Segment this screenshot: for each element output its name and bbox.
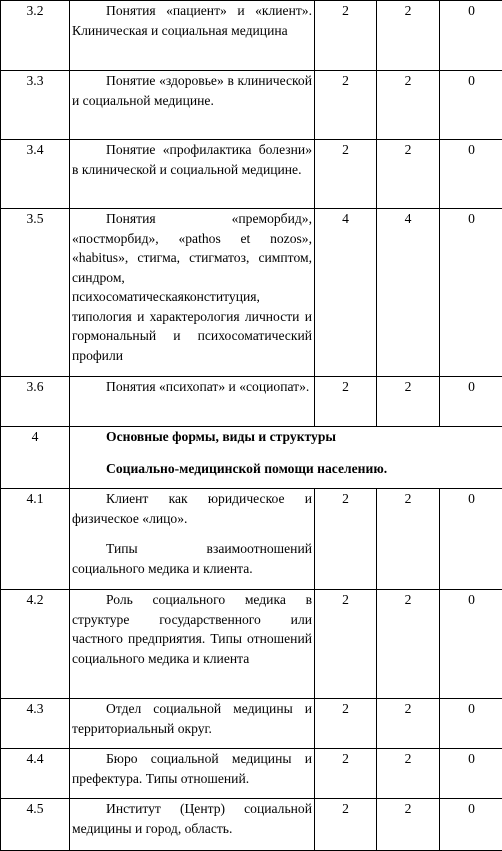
hours-practice: 0	[440, 377, 502, 397]
hours-practice-cell	[440, 140, 502, 209]
topic-title	[70, 140, 314, 179]
hours-total-cell	[315, 140, 377, 209]
topic-number-cell	[1, 71, 70, 140]
hours-total: 2	[315, 590, 376, 610]
topic-title	[70, 590, 314, 668]
topic-title	[70, 489, 314, 578]
hours-lecture: 2	[377, 749, 439, 769]
topic-number: 4.3	[1, 699, 69, 719]
hours-practice: 0	[440, 1, 502, 21]
topic-number: 3.5	[1, 209, 69, 229]
section-number: 4	[1, 427, 69, 447]
hours-lecture-cell	[377, 140, 440, 209]
section-header-row	[1, 427, 502, 489]
hours-lecture-cell	[377, 71, 440, 140]
topic-title-text: Понятия «психопат» и «социопат».	[72, 377, 312, 397]
topic-title-text: Понятие «профилактика болезни» в клинической и социальной медицине.	[72, 140, 312, 179]
topic-number-cell	[1, 140, 70, 209]
hours-lecture: 2	[377, 140, 439, 160]
hours-lecture-cell	[377, 377, 440, 427]
table-row	[1, 140, 502, 209]
table-row	[1, 1, 502, 71]
topic-title-text: Клиент как юридическое и физическое «лицо».	[72, 489, 312, 528]
topic-number-cell	[1, 209, 70, 377]
topic-title-text: Понятия «преморбид», «постморбид», «pathos et nozos», «habitus», стигма, стигматоз, симптом, синдром, психосоматическаяконституция, типология и характерология личности и гормональный и психосоматический профили	[72, 209, 312, 365]
table-row	[1, 799, 502, 851]
topic-title-cell	[70, 799, 315, 851]
hours-total: 2	[315, 699, 376, 719]
hours-practice-cell	[440, 799, 502, 851]
hours-total-cell	[315, 377, 377, 427]
topic-title-cell	[70, 1, 315, 71]
topic-number-cell	[1, 590, 70, 699]
hours-lecture: 2	[377, 377, 439, 397]
hours-total-cell	[315, 799, 377, 851]
hours-practice-cell	[440, 377, 502, 427]
topic-number-cell	[1, 749, 70, 799]
hours-total-cell	[315, 749, 377, 799]
section-title-cell	[70, 427, 502, 489]
table-row	[1, 377, 502, 427]
topic-number-cell	[1, 1, 70, 71]
topic-number: 3.4	[1, 140, 69, 160]
table-row	[1, 749, 502, 799]
hours-lecture: 2	[377, 71, 439, 91]
hours-total: 2	[315, 140, 376, 160]
topic-title-cell	[70, 699, 315, 749]
hours-practice-cell	[440, 489, 502, 590]
topic-title-cell	[70, 209, 315, 377]
hours-lecture-cell	[377, 209, 440, 377]
hours-total-cell	[315, 71, 377, 140]
hours-total-cell	[315, 699, 377, 749]
hours-practice: 0	[440, 489, 502, 509]
section-number-cell	[1, 427, 70, 489]
topic-title-cell	[70, 590, 315, 699]
topic-title-text: Понятия «пациент» и «клиент». Клиническая и социальная медицина	[72, 1, 312, 40]
hours-total: 2	[315, 489, 376, 509]
hours-practice: 0	[440, 699, 502, 719]
topic-title	[70, 1, 314, 40]
hours-lecture: 2	[377, 1, 439, 21]
topic-title-cell	[70, 377, 315, 427]
topic-number: 3.2	[1, 1, 69, 21]
hours-lecture: 4	[377, 209, 439, 229]
topic-title-text: Бюро социальной медицины и префектура. Типы отношений.	[72, 749, 312, 788]
hours-lecture-cell	[377, 1, 440, 71]
hours-practice-cell	[440, 590, 502, 699]
hours-lecture: 2	[377, 590, 439, 610]
hours-practice-cell	[440, 71, 502, 140]
hours-practice-cell	[440, 749, 502, 799]
section-title-line1: Основные формы, виды и структуры	[106, 427, 502, 447]
topic-title	[70, 699, 314, 738]
hours-total-cell	[315, 209, 377, 377]
table-row	[1, 71, 502, 140]
hours-practice: 0	[440, 209, 502, 229]
hours-practice-cell	[440, 699, 502, 749]
hours-total-cell	[315, 1, 377, 71]
table-row	[1, 489, 502, 590]
hours-total-cell	[315, 489, 377, 590]
topic-title	[70, 377, 314, 397]
hours-total-cell	[315, 590, 377, 699]
topic-number-cell	[1, 699, 70, 749]
topic-title-cell	[70, 489, 315, 590]
topic-title	[70, 209, 314, 365]
hours-practice: 0	[440, 799, 502, 819]
table-row	[1, 209, 502, 377]
topic-title-text: Отдел социальной медицины и территориальный округ.	[72, 699, 312, 738]
topic-number-cell	[1, 799, 70, 851]
hours-lecture: 2	[377, 799, 439, 819]
topic-title	[70, 749, 314, 788]
hours-lecture: 2	[377, 489, 439, 509]
topic-number: 4.2	[1, 590, 69, 610]
hours-lecture-cell	[377, 699, 440, 749]
topic-number: 4.4	[1, 749, 69, 769]
hours-practice: 0	[440, 590, 502, 610]
topic-title-cell	[70, 71, 315, 140]
topic-number: 3.6	[1, 377, 69, 397]
hours-practice-cell	[440, 1, 502, 71]
topic-title	[70, 799, 314, 838]
hours-total: 2	[315, 377, 376, 397]
hours-lecture: 2	[377, 699, 439, 719]
section-title-line2: Социально-медицинской помощи населению.	[106, 459, 502, 479]
hours-lecture-cell	[377, 749, 440, 799]
hours-practice: 0	[440, 749, 502, 769]
hours-total: 2	[315, 71, 376, 91]
topic-title-text: Типы взаимоотношений социального медика и клиента.	[72, 539, 312, 578]
curriculum-table-body	[1, 1, 502, 851]
hours-total: 2	[315, 1, 376, 21]
hours-lecture-cell	[377, 799, 440, 851]
hours-lecture-cell	[377, 489, 440, 590]
topic-number: 3.3	[1, 71, 69, 91]
topic-number-cell	[1, 377, 70, 427]
topic-title-text: Роль социального медика в структуре государственного или частного предприятия. Типы отношений социального медика и клиента	[72, 590, 312, 668]
hours-total: 2	[315, 749, 376, 769]
hours-total: 2	[315, 799, 376, 819]
topic-title-cell	[70, 140, 315, 209]
hours-practice: 0	[440, 140, 502, 160]
topic-number: 4.1	[1, 489, 69, 509]
topic-title-text: Институт (Центр) социальной медицины и город, область.	[72, 799, 312, 838]
hours-practice-cell	[440, 209, 502, 377]
topic-number-cell	[1, 489, 70, 590]
hours-total: 4	[315, 209, 376, 229]
topic-number: 4.5	[1, 799, 69, 819]
topic-title-text: Понятие «здоровье» в клинической и социальной медицине.	[72, 71, 312, 110]
topic-title	[70, 71, 314, 110]
topic-title-cell	[70, 749, 315, 799]
hours-practice: 0	[440, 71, 502, 91]
hours-lecture-cell	[377, 590, 440, 699]
table-row	[1, 590, 502, 699]
table-row	[1, 699, 502, 749]
